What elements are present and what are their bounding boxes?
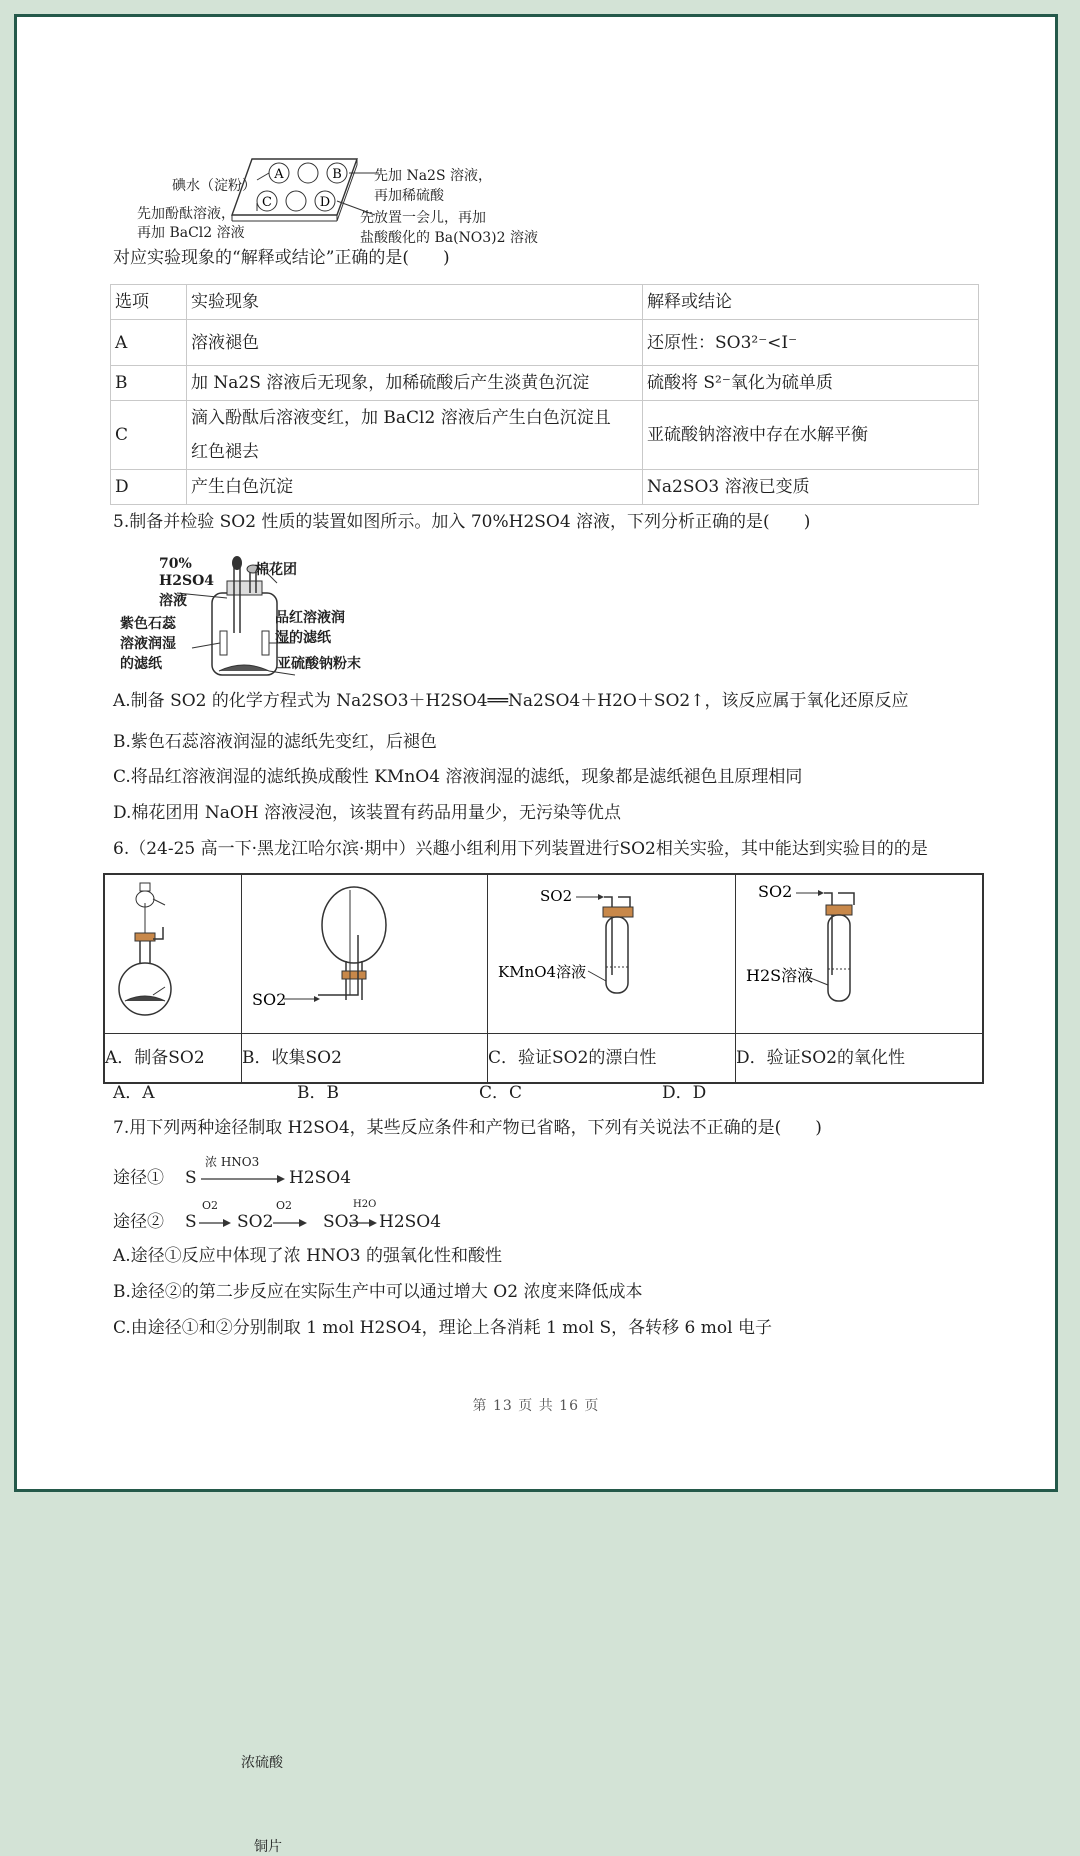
- h2s-tube-diagram: [736, 875, 982, 1029]
- table-row: [111, 366, 979, 401]
- route2-arrow-1: [199, 1218, 233, 1228]
- label-magenta-1: 品红溶液润: [275, 610, 345, 626]
- label-c-line2: 再加 BaCl2 溶液: [137, 225, 245, 241]
- caption-a: A．制备SO2: [104, 1034, 242, 1084]
- cell-phenomenon: 溶液褪色: [187, 320, 643, 366]
- route2-h2o: H2O: [353, 1199, 377, 1210]
- page-footer: 第 13 页 共 16 页: [472, 1398, 600, 1414]
- label-a-iodine: 碘水（淀粉）: [172, 178, 256, 194]
- route2-o2a: O2: [202, 1199, 219, 1212]
- route2-so3: SO3: [323, 1212, 360, 1232]
- label-so2-d: SO2: [758, 882, 793, 901]
- cell-phenomenon: 产生白色沉淀: [187, 470, 643, 505]
- q4-table: [110, 284, 979, 505]
- apparatus-d: [736, 874, 984, 1034]
- label-magenta-2: 湿的滤纸: [275, 630, 331, 646]
- route1-reagent: 浓 HNO3: [205, 1155, 260, 1169]
- label-so2-c: SO2: [540, 887, 573, 905]
- route2-o2b: O2: [276, 1199, 293, 1212]
- table-row: [104, 1034, 983, 1084]
- route2-so2: SO2: [237, 1212, 274, 1232]
- label-powder: 亚硫酸钠粉末: [277, 656, 361, 672]
- q7-option-c: C.由途径①和②分别制取 1 mol H2SO4，理论上各消耗 1 mol S，各转移 6 mol 电子: [113, 1318, 772, 1338]
- q5-stem: 5.制备并检验 SO2 性质的装置如图所示。加入 70%H2SO4 溶液，下列分析正确的是( ): [113, 512, 811, 532]
- label-cotton: 棉花团: [255, 562, 297, 578]
- route2-label: 途径②: [113, 1212, 164, 1232]
- q6-choice-d: D．D: [662, 1083, 707, 1103]
- table-row: [111, 470, 979, 505]
- label-kmno4: KMnO4溶液: [498, 963, 587, 981]
- cell-phenomenon: [187, 401, 643, 470]
- caption-d: D．验证SO2的氧化性: [736, 1034, 984, 1084]
- label-b-line2: 再加稀硫酸: [374, 188, 444, 204]
- cell-option: A: [111, 320, 187, 366]
- label-copper: 铜片: [254, 1839, 282, 1855]
- spot-plate-figure: [117, 145, 557, 246]
- exam-page: [14, 14, 1058, 1855]
- well-a: A: [274, 167, 284, 182]
- q6-choice-a: A．A: [113, 1083, 155, 1103]
- gas-collection-diagram: [242, 875, 487, 1029]
- q7-route-1: [113, 1153, 433, 1189]
- label-c-line1: 先加酚酞溶液，: [137, 206, 235, 222]
- route2-arrow-2: [273, 1218, 309, 1228]
- table-header: 解释或结论: [643, 285, 979, 320]
- q6-choice-b: B．B: [297, 1083, 339, 1103]
- label-litmus-3: 的滤纸: [120, 656, 162, 672]
- label-conc-acid: 浓硫酸: [241, 1755, 283, 1771]
- cell-conclusion: 硫酸将 S²⁻氧化为硫单质: [643, 366, 979, 401]
- table-row: [111, 285, 979, 320]
- label-solution: 溶液: [159, 593, 187, 609]
- label-b-line1: 先加 Na2S 溶液，: [374, 168, 492, 184]
- q5-option-c: C.将品红溶液润湿的滤纸换成酸性 KMnO4 溶液润湿的滤纸，现象都是滤纸褪色且原理相同: [113, 767, 803, 787]
- kmno4-tube-diagram: [488, 875, 735, 1029]
- q5-option-a: A.制备 SO2 的化学方程式为 Na2SO3＋H2SO4══Na2SO4＋H2O＋SO2↑，该反应属于氧化还原反应: [113, 691, 909, 711]
- route1-s: S: [185, 1168, 197, 1188]
- route1-product: H2SO4: [289, 1168, 352, 1188]
- route1-arrow: [201, 1174, 287, 1184]
- route2-s: S: [185, 1212, 197, 1232]
- cell-option: D: [111, 470, 187, 505]
- caption-b: B．收集SO2: [242, 1034, 488, 1084]
- label-d-line1: 先放置一会儿，再加: [360, 210, 486, 226]
- label-litmus-1: 紫色石蕊: [120, 616, 176, 632]
- q5-apparatus-figure: [117, 553, 397, 683]
- caption-c: C．验证SO2的漂白性: [488, 1034, 736, 1084]
- well-b: B: [332, 167, 342, 182]
- route2-arrow-3: [349, 1218, 379, 1228]
- label-d-line2: 盐酸酸化的 Ba(NO3)2 溶液: [360, 230, 539, 246]
- label-70pct: 70%: [159, 556, 192, 572]
- table-row: [111, 401, 979, 470]
- well-d: D: [319, 195, 331, 210]
- cell-phenomenon-line2: 红色褪去: [191, 442, 259, 462]
- q4-stem: 对应实验现象的“解释或结论”正确的是( ): [113, 248, 450, 268]
- label-litmus-2: 溶液润湿: [120, 636, 176, 652]
- apparatus-c: [488, 874, 736, 1034]
- table-row: [104, 874, 983, 1034]
- table-row: [111, 320, 979, 366]
- q6-stem: 6.（24-25 高一下·黑龙江哈尔滨·期中）兴趣小组利用下列装置进行SO2相关实验，其中能达到实验目的的是: [113, 839, 928, 859]
- q7-route-2: [113, 1197, 513, 1233]
- apparatus-b: [242, 874, 488, 1034]
- q5-option-b: B.紫色石蕊溶液润湿的滤纸先变红，后褪色: [113, 732, 437, 752]
- cell-conclusion: 亚硫酸钠溶液中存在水解平衡: [643, 401, 979, 470]
- q7-option-a: A.途径①反应中体现了浓 HNO3 的强氧化性和酸性: [113, 1246, 502, 1266]
- q6-choice-c: C．C: [479, 1083, 523, 1103]
- q5-option-d: D.棉花团用 NaOH 溶液浸泡，该装置有药品用量少，无污染等优点: [113, 803, 622, 823]
- label-h2s: H2S溶液: [746, 966, 814, 985]
- table-header: 选项: [111, 285, 187, 320]
- table-header: 实验现象: [187, 285, 643, 320]
- cell-conclusion: Na2SO3 溶液已变质: [643, 470, 979, 505]
- well-c: C: [262, 195, 272, 210]
- q7-option-b: B.途径②的第二步反应在实际生产中可以通过增大 O2 浓度来降低成本: [113, 1282, 643, 1302]
- cell-conclusion: 还原性：SO3²⁻<I⁻: [643, 320, 979, 366]
- route2-product: H2SO4: [379, 1212, 442, 1232]
- label-h2so4: H2SO4: [159, 573, 215, 589]
- flask-copper-diagram: [105, 875, 241, 1029]
- cell-phenomenon-line1: 滴入酚酞后溶液变红，加 BaCl2 溶液后产生白色沉淀且: [191, 408, 611, 428]
- route1-label: 途径①: [113, 1168, 164, 1188]
- label-so2-b: SO2: [252, 990, 287, 1009]
- cell-phenomenon: 加 Na2S 溶液后无现象，加稀硫酸后产生淡黄色沉淀: [187, 366, 643, 401]
- cell-option: C: [111, 401, 187, 470]
- cell-option: B: [111, 366, 187, 401]
- q7-stem: 7.用下列两种途径制取 H2SO4，某些反应条件和产物已省略，下列有关说法不正确的是( ): [113, 1118, 822, 1138]
